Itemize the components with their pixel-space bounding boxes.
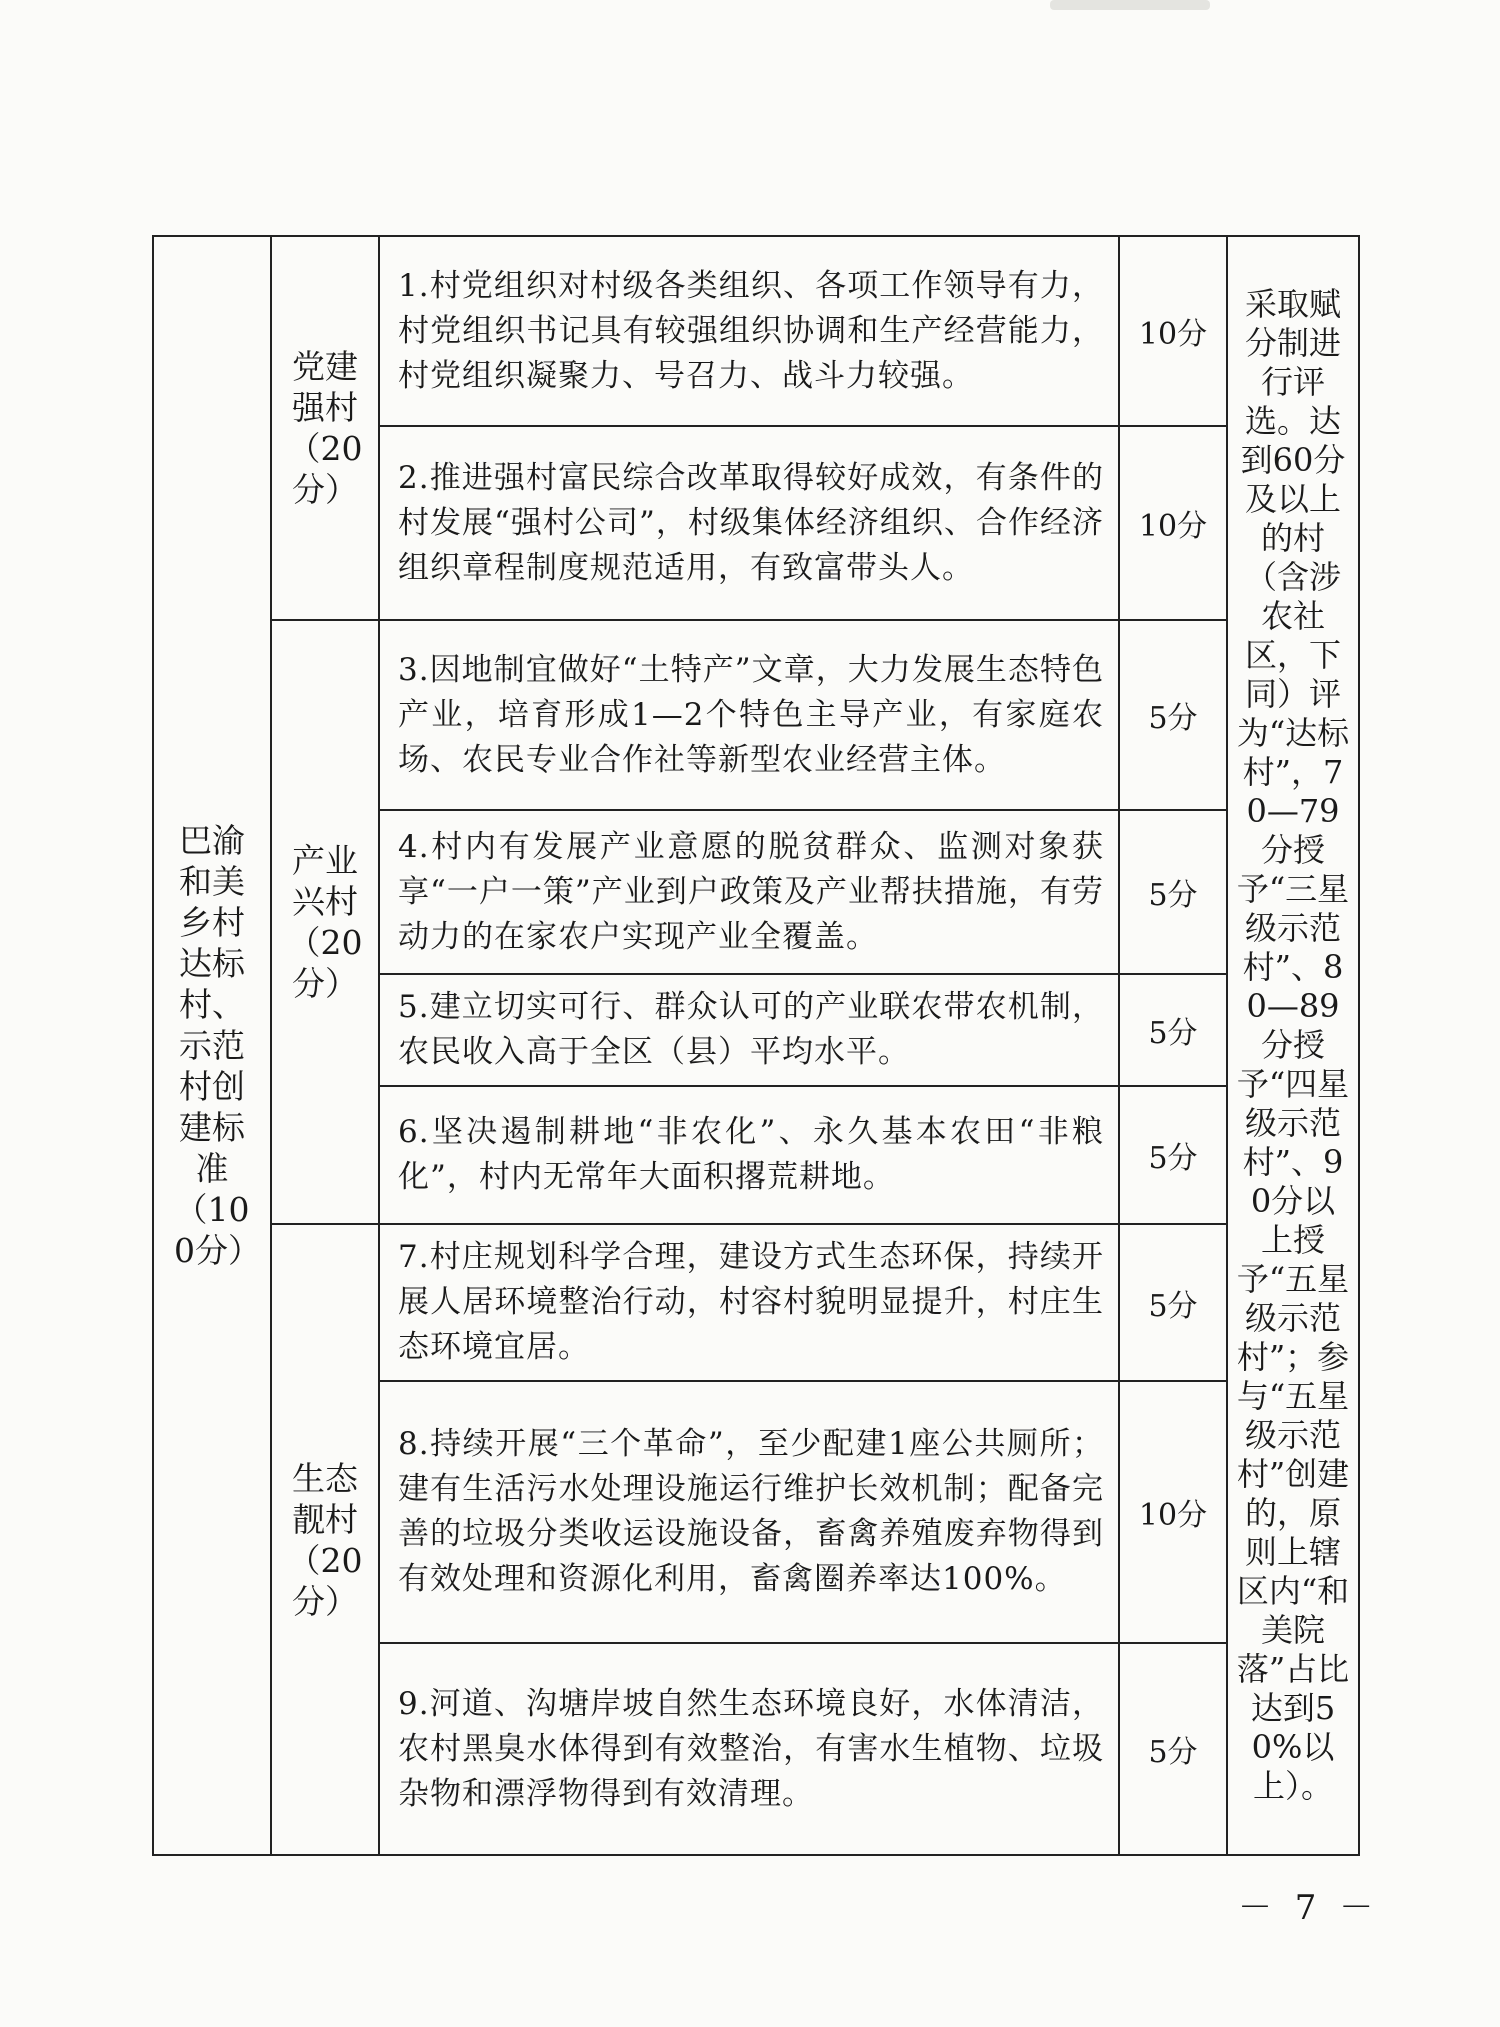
score-cell [1119, 974, 1227, 1086]
group-cell [271, 1224, 379, 1855]
item-text: 7.村庄规划科学合理，建设方式生态环保，持续开展人居环境整治行动，村容村貌明显提升，村庄生态环境宜居。 [398, 1239, 1104, 1365]
item-cell [379, 1086, 1119, 1224]
score-cell [1119, 1381, 1227, 1643]
item-cell [379, 810, 1119, 974]
item-text: 2.推进强村富民综合改革取得较好成效，有条件的村发展“强村公司”，村级集体经济组织、合作经济组织章程制度规范适用，有致富带头人。 [398, 459, 1104, 586]
table-row [153, 1224, 1359, 1381]
group-label: 生态靓村（20分） [287, 1458, 363, 1621]
category-label: 巴渝和美乡村达标村、示范村创建标准（100分） [174, 821, 261, 1270]
score-cell [1119, 1086, 1227, 1224]
item-score: 10分 [1138, 509, 1208, 544]
item-cell [379, 426, 1119, 620]
score-cell [1119, 1643, 1227, 1855]
item-score: 5分 [1148, 701, 1198, 736]
item-cell [379, 1381, 1119, 1643]
evaluation-note: 采取赋分制进行评选。达到60分及以上的村（含涉农社区，下同）评为“达标村”，70—79分授予“三星级示范村”、80—89分授予“四星级示范村”、90分以上授予“五星级示范村”；参与“五星级示范村”创建的，原则上辖区内“和美院落”占比达到50%以上）。 [1236, 285, 1350, 1805]
item-score: 10分 [1138, 1498, 1208, 1533]
group-cell [271, 236, 379, 620]
table-row [153, 620, 1359, 810]
item-text: 5.建立切实可行、群众认可的产业联农带农机制，农民收入高于全区（县）平均水平。 [398, 989, 1104, 1070]
item-score: 5分 [1148, 1141, 1198, 1176]
group-label: 产业兴村（20分） [287, 841, 363, 1003]
table-row [153, 236, 1359, 426]
standards-table-container [152, 235, 1358, 1835]
score-cell [1119, 1224, 1227, 1381]
category-cell [153, 236, 271, 1855]
item-text: 3.因地制宜做好“土特产”文章，大力发展生态特色产业，培育形成1—2个特色主导产业，有家庭农场、农民专业合作社等新型农业经营主体。 [398, 651, 1104, 778]
item-score: 10分 [1138, 317, 1208, 352]
item-cell [379, 1643, 1119, 1855]
item-cell [379, 974, 1119, 1086]
item-score: 5分 [1148, 1735, 1198, 1770]
note-cell [1227, 236, 1359, 1855]
group-cell [271, 620, 379, 1224]
page-number: － 7 － [1238, 1888, 1380, 1928]
item-text: 4.村内有发展产业意愿的脱贫群众、监测对象获享“一户一策”产业到户政策及产业帮扶措施，有劳动力的在家农户实现产业全覆盖。 [398, 828, 1104, 955]
score-cell [1119, 810, 1227, 974]
scan-mark [1050, 0, 1210, 10]
standards-table [152, 235, 1360, 1856]
item-cell [379, 620, 1119, 810]
item-score: 5分 [1148, 878, 1198, 913]
group-label: 党建强村（20分） [287, 347, 363, 509]
item-text: 8.持续开展“三个革命”，至少配建1座公共厕所；建有生活污水处理设施运行维护长效机制；配备完善的垃圾分类收运设施设备，畜禽养殖废弃物得到有效处理和资源化利用，畜禽圈养率达100%。 [398, 1426, 1104, 1597]
item-text: 1.村党组织对村级各类组织、各项工作领导有力，村党组织书记具有较强组织协调和生产经营能力，村党组织凝聚力、号召力、战斗力较强。 [398, 267, 1104, 394]
item-score: 5分 [1148, 1016, 1198, 1051]
score-cell [1119, 236, 1227, 426]
item-score: 5分 [1148, 1288, 1198, 1324]
item-text: 6.坚决遏制耕地“非农化”、永久基本农田“非粮化”，村内无常年大面积撂荒耕地。 [398, 1114, 1104, 1195]
score-cell [1119, 620, 1227, 810]
item-cell [379, 1224, 1119, 1381]
item-cell [379, 236, 1119, 426]
score-cell [1119, 426, 1227, 620]
item-text: 9.河道、沟塘岸坡自然生态环境良好，水体清洁，农村黑臭水体得到有效整治，有害水生植物、垃圾杂物和漂浮物得到有效清理。 [398, 1685, 1104, 1812]
